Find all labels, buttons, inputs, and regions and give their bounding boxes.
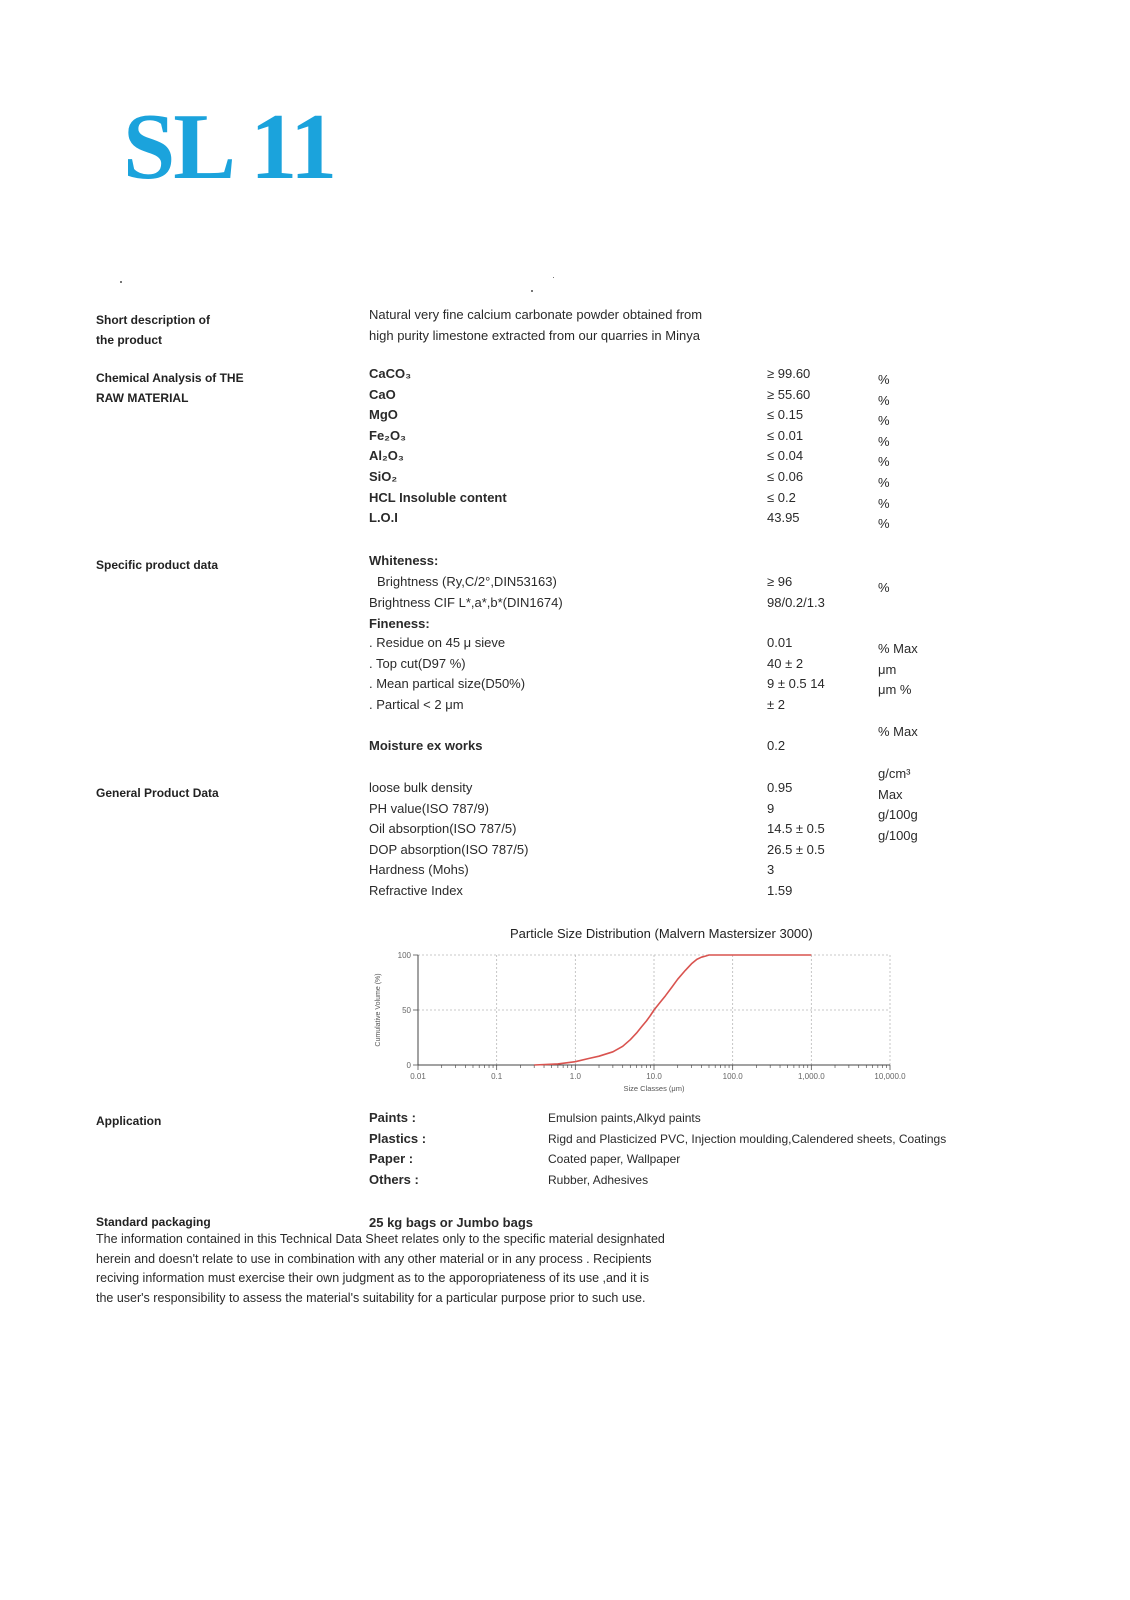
brightness-ry-label: Brightness (Ry,C/2°,DIN53163) (377, 574, 557, 589)
label-line: the product (96, 333, 162, 347)
application-use: Coated paper, Wallpaper (548, 1152, 681, 1167)
chemical-name: CaO (369, 386, 396, 402)
fineness-item: . Mean partical size(D50%) (369, 676, 526, 692)
general-item: Oil absorption(ISO 787/5) (369, 821, 517, 837)
x-tick-label: 100.0 (722, 1072, 743, 1081)
fineness-value: 0.01 (767, 635, 793, 650)
chemical-names (369, 364, 507, 529)
moisture-unit: % Max (878, 724, 918, 739)
y-tick-label: 0 (406, 1061, 411, 1070)
description-line: high purity limestone extracted from our quarries in Minya (369, 327, 700, 343)
chemical-value: ≤ 0.06 (767, 468, 804, 484)
fineness-units (878, 639, 918, 701)
application-category: Plastics : (369, 1130, 427, 1146)
application-use: Rubber, Adhesives (548, 1172, 649, 1187)
disclaimer (96, 1230, 736, 1308)
short-description-label (96, 310, 210, 350)
chemical-value: ≥ 99.60 (767, 366, 811, 381)
y-axis-label: Cumulative Volume (%) (375, 973, 382, 1047)
chemical-name: Al₂O₃ (369, 448, 404, 464)
application-use: Rigd and Plasticized PVC, Injection moulding,Calendered sheets, Coatings (548, 1131, 947, 1146)
chemical-name: SiO₂ (369, 468, 398, 484)
fineness-value: 9 ± 0.5 14 (767, 676, 825, 692)
general-unit: g/100g (878, 827, 918, 843)
chemical-unit: % (878, 433, 890, 449)
x-axis-label: Size Classes (μm) (623, 1084, 685, 1093)
chart-labels (375, 951, 906, 1093)
stray-dot (553, 277, 554, 278)
packaging-value: 25 kg bags or Jumbo bags (369, 1215, 533, 1230)
fineness-value: ± 2 (767, 696, 785, 712)
general-value: 1.59 (767, 882, 793, 898)
chemical-value: ≤ 0.15 (767, 407, 804, 423)
chemical-name: Fe₂O₃ (369, 427, 407, 443)
application-category: Paper : (369, 1151, 414, 1167)
label-line: Chemical Analysis of THE (96, 371, 244, 385)
brightness-ry-value: ≥ 96 (767, 574, 793, 589)
chemical-unit: % (878, 454, 890, 470)
general-value: 0.95 (767, 780, 793, 795)
fineness-item: . Partical < 2 μm (369, 696, 464, 712)
general-value: 3 (767, 862, 775, 878)
particle-size-chart (370, 940, 930, 1100)
fineness-values (767, 633, 825, 715)
x-tick-label: 0.01 (410, 1072, 426, 1081)
brightness-cif-label: Brightness CIF L*,a*,b*(DIN1674) (369, 595, 563, 610)
stray-dot (120, 281, 122, 283)
label-line: Short description of (96, 313, 210, 327)
chart-title: Particle Size Distribution (Malvern Mastersizer 3000) (510, 926, 813, 941)
y-tick-label: 100 (397, 951, 411, 960)
description-line: Natural very fine calcium carbonate powder obtained from (369, 307, 703, 322)
general-item: Hardness (Mohs) (369, 862, 469, 878)
brightness-cif-value: 98/0.2/1.3 (767, 595, 825, 610)
chemical-name: HCL Insoluble content (369, 489, 507, 505)
packaging-label: Standard packaging (96, 1215, 211, 1229)
fineness-items (369, 633, 525, 715)
y-tick-label: 50 (402, 1006, 411, 1015)
general-unit: g/100g (878, 807, 918, 823)
chemical-value: ≤ 0.04 (767, 448, 804, 464)
general-values (767, 778, 825, 902)
moisture-label: Moisture ex works (369, 738, 483, 753)
general-unit: Max (878, 786, 903, 802)
chemical-unit: % (878, 392, 890, 408)
fineness-unit: μm (878, 661, 897, 677)
general-value: 26.5 ± 0.5 (767, 841, 825, 857)
brightness-unit: % (878, 580, 890, 595)
fineness-item: . Top cut(D97 %) (369, 655, 466, 671)
disclaimer-line: reciving information must exercise their own judgment as to the apporopriateness of its use ,and it is (96, 1271, 650, 1285)
x-tick-label: 10,000.0 (874, 1072, 906, 1081)
application-category: Others : (369, 1171, 419, 1187)
chemical-value: ≤ 0.01 (767, 427, 804, 443)
chemical-unit: % (878, 413, 890, 429)
whiteness-heading: Whiteness: (369, 553, 439, 568)
fineness-item: . Residue on 45 μ sieve (369, 635, 506, 650)
chemical-value: ≥ 55.60 (767, 386, 811, 402)
product-title: SL 11 (123, 95, 336, 199)
disclaimer-line: herein and doesn't relate to use in combination with any other material or in any process . Recipients (96, 1251, 652, 1266)
x-tick-label: 0.1 (491, 1072, 503, 1081)
x-tick-label: 1.0 (569, 1072, 581, 1081)
general-units (878, 764, 918, 846)
chemical-name: CaCO₃ (369, 366, 412, 381)
application-uses (548, 1108, 946, 1190)
general-item: Refractive Index (369, 882, 463, 898)
general-item: loose bulk density (369, 780, 473, 795)
application-categories (369, 1108, 426, 1190)
chemical-unit: % (878, 516, 890, 532)
general-value: 9 (767, 800, 775, 816)
application-use: Emulsion paints,Alkyd paints (548, 1111, 701, 1125)
general-unit: g/cm³ (878, 766, 911, 781)
chemical-value: 43.95 (767, 510, 800, 526)
chemical-unit: % (878, 474, 890, 490)
general-value: 14.5 ± 0.5 (767, 821, 825, 837)
chemical-values (767, 364, 810, 529)
chemical-unit: % (878, 372, 890, 387)
application-label: Application (96, 1114, 162, 1128)
disclaimer-line: the user's responsibility to assess the material's suitability for a particular purpose prior to such use. (96, 1290, 646, 1305)
disclaimer-line: The information contained in this Technical Data Sheet relates only to the specific material designhated (96, 1232, 665, 1246)
x-tick-label: 10.0 (646, 1072, 662, 1081)
chemical-units (878, 370, 890, 535)
fineness-unit: μm % (878, 682, 912, 698)
general-item: PH value(ISO 787/9) (369, 800, 489, 816)
general-items (369, 778, 528, 902)
general-item: DOP absorption(ISO 787/5) (369, 841, 529, 857)
label-line: RAW MATERIAL (96, 391, 189, 405)
x-tick-label: 1,000.0 (797, 1072, 825, 1081)
moisture-value: 0.2 (767, 738, 786, 753)
short-description-text (369, 305, 702, 346)
chemical-name: L.O.I (369, 510, 398, 526)
fineness-heading: Fineness: (369, 616, 430, 631)
stray-dot (531, 290, 533, 292)
chemical-value: ≤ 0.2 (767, 489, 796, 505)
chemical-analysis-label (96, 368, 244, 408)
chemical-unit: % (878, 495, 890, 511)
application-category: Paints : (369, 1110, 416, 1125)
specific-data-label: Specific product data (96, 558, 219, 572)
general-data-label: General Product Data (96, 786, 219, 800)
fineness-value: 40 ± 2 (767, 655, 804, 671)
fineness-unit: % Max (878, 641, 918, 656)
chemical-name: MgO (369, 407, 398, 423)
